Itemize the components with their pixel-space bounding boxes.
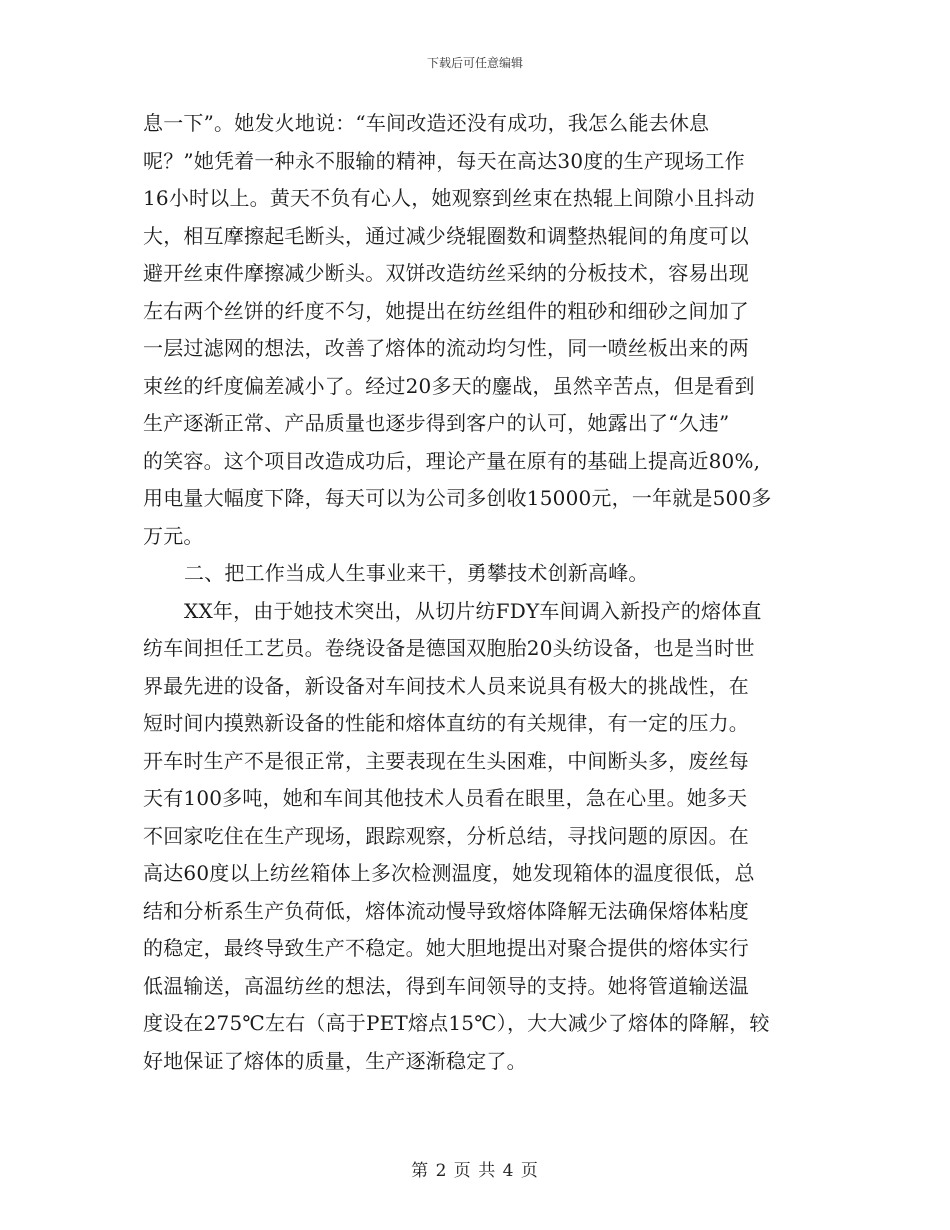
text-line: 的稳定，最终导致生产不稳定。她大胆地提出对聚合提供的熔体实行 (143, 936, 749, 960)
text-line: 好地保证了熔体的质量，生产逐渐稳定了。 (143, 1048, 527, 1073)
page-header-note: 下载后可任意编辑 (426, 56, 523, 70)
text-line: 结和分析系生产负荷低，熔体流动慢导致熔体降解无法确保熔体粘度 (143, 898, 749, 923)
text-line: 16小时以上。黄天不负有心人，她观察到丝束在热辊上间隙小且抖动 (143, 186, 755, 210)
text-line: 二、把工作当成人生事业来干，勇攀技术创新高峰。 (184, 561, 649, 585)
text-line: 息一下”。她发火地说：“车间改造还没有成功，我怎么能去休息 (143, 111, 710, 135)
text-line: XX年，由于她技术突出，从切片纺FDY车间调入新投产的熔体直 (184, 598, 762, 623)
text-line: 度设在275℃左右（高于PET熔点15℃），大大减少了熔体的降解，较 (143, 1011, 770, 1035)
page-number-footer: 第 2 页 共 4 页 (411, 1161, 539, 1181)
text-line: 高达60度以上纺丝箱体上多次检测温度，她发现箱体的温度很低，总 (143, 861, 755, 885)
text-line: 纺车间担任工艺员。卷绕设备是德国双胞胎20头纺设备，也是当时世 (143, 636, 755, 660)
text-line: 天有100多吨，她和车间其他技术人员看在眼里，急在心里。她多天 (143, 786, 748, 810)
text-line: 低温输送，高温纺丝的想法，得到车间领导的支持。她将管道输送温 (143, 973, 749, 998)
text-line: 避开丝束件摩擦减少断头。双饼改造纺丝采纳的分板技术，容易出现 (143, 261, 749, 285)
text-line: 生产逐渐正常、产品质量也逐步得到客户的认可，她露出了“久违” (143, 411, 730, 435)
text-line: 一层过滤网的想法，改善了熔体的流动均匀性，同一喷丝板出来的两 (143, 336, 749, 360)
text-line: 万元。 (143, 523, 204, 548)
text-line: 束丝的纤度偏差减小了。经过20多天的鏖战，虽然辛苦点，但是看到 (143, 373, 755, 398)
document-body (143, 105, 815, 1080)
text-line: 界最先进的设备，新设备对车间技术人员来说具有极大的挑战性，在 (143, 673, 749, 698)
text-line: 的笑容。这个项目改造成功后，理论产量在原有的基础上提高近80%, (143, 448, 761, 473)
text-line: 大，相互摩擦起毛断头，通过减少绕辊圈数和调整热辊间的角度可以 (143, 223, 749, 248)
text-line: 左右两个丝饼的纤度不匀，她提出在纺丝组件的粗砂和细砂之间加了 (143, 298, 749, 323)
text-line: 不回家吃住在生产现场，跟踪观察，分析总结，寻找问题的原因。在 (143, 823, 749, 848)
text-line: 用电量大幅度下降，每天可以为公司多创收15000元，一年就是500多 (143, 486, 772, 510)
text-line: 短时间内摸熟新设备的性能和熔体直纺的有关规律，有一定的压力。 (143, 711, 749, 735)
text-line: 开车时生产不是很正常，主要表现在生头困难，中间断头多，废丝每 (143, 748, 749, 773)
text-line: 呢？”她凭着一种永不服输的精神，每天在高达30度的生产现场工作 (143, 148, 745, 173)
